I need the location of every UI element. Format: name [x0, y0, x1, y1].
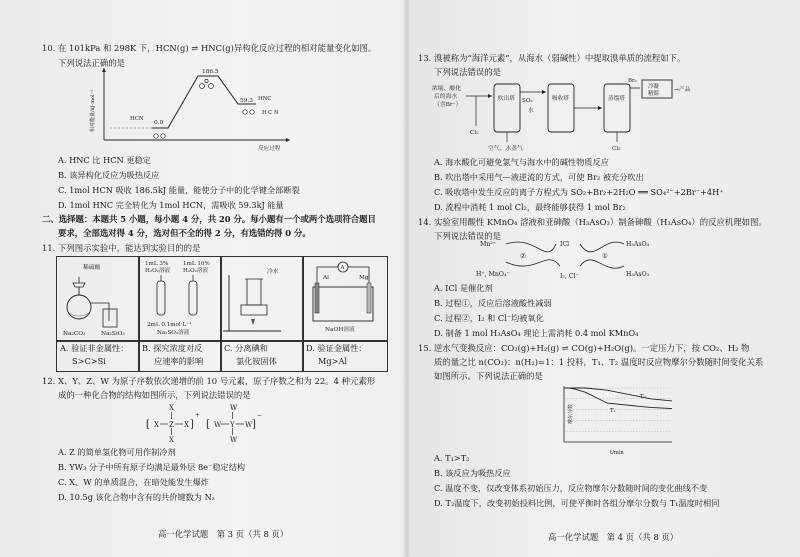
- q10-atom-h: H: [262, 110, 267, 116]
- section2-line1: 二、选择题：本题共 5 小题，每小题 4 分，共 20 分。每小题有一个或两个选项符合题目: [42, 214, 376, 224]
- q13-option-a[interactable]: A. 海水酸化可避免氯气与海水中的碱性物质反应: [434, 157, 609, 167]
- q15-x-label: t/min: [610, 450, 624, 456]
- q14-h-mno4: H⁺, MnO₄⁻: [476, 271, 510, 278]
- q15-option-b[interactable]: B. 该反应为吸热反应: [434, 468, 511, 478]
- q11-d-mg: Mg: [359, 275, 369, 281]
- q15-series-2-line: [564, 388, 672, 401]
- q10-atom-n: N: [274, 110, 279, 116]
- q12-w-top: W: [230, 404, 238, 412]
- q11-d-naoh: NaOH溶液: [325, 327, 355, 333]
- q12-y: Y: [230, 421, 235, 429]
- q12-z: Z: [169, 421, 174, 429]
- q14-i2-cl: I₂, Cl⁻: [560, 273, 579, 280]
- q14-h3aso3: H₃AsO₃: [626, 271, 650, 278]
- q11-option-c-line1[interactable]: C. 分离碘和: [224, 343, 268, 353]
- q12-option-b[interactable]: B. YW₃ 分子中所有原子均满足最外层 8e⁻稳定结构: [58, 462, 246, 472]
- q13-br2: Br₂: [628, 78, 637, 84]
- svg-text:A: A: [340, 265, 345, 271]
- q13-air: 空气、水蒸气: [488, 146, 523, 152]
- q13-box-refine: 精馏: [648, 91, 659, 97]
- q10-zero-value: 0.0: [154, 120, 164, 126]
- q11-apparatus-d: [303, 257, 385, 339]
- q11-option-c-line2[interactable]: 氯化铵固体: [236, 356, 277, 366]
- q10-prompt: 下列说法正确的是: [58, 58, 125, 68]
- q11-option-a-line2[interactable]: S>C>Si: [72, 356, 106, 366]
- q10-ts-atom-h: [205, 79, 208, 82]
- q14-step1: ①: [602, 252, 608, 260]
- q11-option-a-line1[interactable]: A. 验证非金属性：: [60, 343, 129, 353]
- q12-plus-charge: +: [195, 412, 201, 419]
- q10-y-arrow: [102, 68, 106, 72]
- q11-b-h2o2-2: H₂O₂溶液: [183, 268, 209, 274]
- q12-option-d[interactable]: D. 10.5g 该化合物中含有的共价键数为 Nₐ: [58, 492, 215, 502]
- section2-line2: 要求，全部选对得 4 分，选对但不全的得 2 分，有选错的得 0 分。: [58, 228, 311, 238]
- q13-water: 水: [528, 108, 534, 114]
- q11-apparatus-a: [57, 257, 137, 339]
- q13-option-d[interactable]: D. 流程中消耗 1 mol Cl₂，最终能够获得 1 mol Br₂: [434, 202, 626, 212]
- svg-text:]: ]: [190, 419, 194, 430]
- q10-option-b[interactable]: B. 该异构化反应为吸热反应: [58, 170, 160, 180]
- q10-x-arrow: [286, 138, 290, 142]
- svg-text:]: ]: [252, 419, 256, 430]
- q13-cl2-b: Cl₂: [612, 146, 621, 152]
- q12-x-top: X: [169, 404, 174, 412]
- q14-stem-line2: 下列说法错误的是: [434, 231, 501, 241]
- q10-stem: 10. 在 101kPa 和 298K 下，HCN(g) ⇌ HNC(g)异构化反应过程的相对能量变化如图。: [42, 43, 377, 53]
- q12-w-right: W: [245, 421, 253, 429]
- q10-hnc-atom-n: [243, 110, 247, 114]
- q12-option-c[interactable]: C. X、W 的单质混合，在暗处能发生爆炸: [58, 477, 209, 487]
- q10-ts-atom-a: [200, 84, 205, 89]
- q11-b-conc1: 1mL 3%: [145, 261, 169, 267]
- q11-option-b-line1[interactable]: B. 探究浓度对反: [142, 343, 203, 353]
- q13-product: →产品: [674, 87, 691, 93]
- q12-stem-line1: 12. X、Y、Z、W 为原子序数依次递增的前 10 号元素，原子序数之和为 22。4 种元素形: [42, 376, 376, 386]
- q15-stem-line1: 15. 逆水气变换反应：CO₂(g)+H₂(g) ⇌ CO(g)+H₂O(g)。一定压力下，按 CO₂、H₂ 物: [418, 343, 750, 353]
- q14-h3aso4: H₃AsO₄: [626, 241, 650, 248]
- q11-option-d-line1[interactable]: D. 验证金属性：: [306, 343, 367, 353]
- q13-tower2-label: 吸收塔: [552, 96, 569, 102]
- q13-so2: SO₂: [522, 98, 533, 104]
- q11-apparatus-b: [139, 257, 219, 339]
- q15-mole-fraction-chart: [548, 380, 678, 456]
- q14-step2: ②: [520, 252, 526, 260]
- q12-x-left: X: [154, 421, 159, 429]
- q13-flowchart: [430, 78, 720, 156]
- left-page-footer: 高一化学试题 第 3 页（共 8 页）: [158, 529, 289, 539]
- q13-cl2-a: Cl₂: [470, 130, 479, 136]
- q10-hnc-atom-c: [250, 110, 254, 114]
- q10-atom-c: C: [268, 110, 273, 116]
- q10-prod-value: 59.3: [240, 98, 253, 104]
- q15-stem-line2: 质的量之比 n(CO₂)：n(H₂)=1：1 投料，T₁、T₂ 温度时反应物摩尔分数随时间变化关系: [434, 357, 764, 367]
- q10-y-label: 相对能量/kJ·mol⁻¹: [90, 89, 96, 132]
- q11-c-coldwater: 冷水: [267, 269, 279, 275]
- q15-option-c[interactable]: C. 温度不变，仅改变体系初始压力，反应物摩尔分数随时间的变化曲线不变: [434, 483, 708, 493]
- q11-b-na2so3: Na₂SO₃溶液: [157, 330, 190, 336]
- q12-minus-charge: −: [257, 412, 263, 419]
- q13-feed2: 后的海水: [434, 94, 458, 100]
- q14-option-a[interactable]: A. ICl 是催化剂: [434, 283, 493, 293]
- q15-stem-line3: 如图所示。下列说法正确的是: [434, 371, 543, 381]
- q11-d-al: Al: [323, 275, 330, 281]
- q13-option-c[interactable]: C. 吸收塔中发生反应的离子方程式为 SO₂+Br₂+2H₂O ══ SO₄²⁻+2Br⁻+4H⁺: [434, 187, 724, 197]
- q15-series-1-line: [564, 388, 672, 409]
- q15-t1-label: T₁: [610, 408, 616, 414]
- q12-x-bottom: X: [169, 436, 174, 444]
- q15-y-label: 摩尔分数: [568, 403, 574, 424]
- q13-tower-distill: [604, 84, 630, 132]
- q13-tower-blowout: [494, 84, 520, 132]
- q11-option-b-line2[interactable]: 应速率的影响: [154, 356, 204, 366]
- q12-w-left: W: [214, 421, 222, 429]
- q13-tower3-label: 蒸馏塔: [608, 96, 625, 102]
- q14-cycle-diagram: [476, 236, 676, 282]
- page-fold: [404, 0, 410, 557]
- q11-b-conc2: 1mL 10%: [183, 261, 210, 267]
- svg-text:[: [: [206, 419, 210, 430]
- q13-option-b[interactable]: B. 吹出塔中采用气—液逆流的方式，可使 Br₂ 被充分吹出: [434, 172, 644, 182]
- q12-stem-line2: 成的一种化合物的结构如图所示，下列说法错误的是: [58, 390, 251, 400]
- q11-option-d-line2[interactable]: Mg>Al: [318, 356, 348, 366]
- q10-hcn-atom-c: [154, 134, 158, 138]
- q13-prompt: 下列说法错误的是: [434, 67, 501, 77]
- q12-x-right: X: [184, 421, 189, 429]
- q10-option-d[interactable]: D. 1mol HNC 完全转化为 1mol HCN，需吸收 59.3kJ 能量: [58, 200, 284, 210]
- q14-option-d[interactable]: D. 制备 1 mol H₃AsO₄ 理论上需消耗 0.4 mol KMnO₄: [434, 328, 639, 338]
- q14-icl: ICl: [560, 241, 570, 248]
- q15-t2-label: T₂: [640, 394, 646, 400]
- q11-stem: 11. 下列图示实验中，能达到实验目的的是: [42, 243, 201, 253]
- q11-a-na2co3: Na₂CO₃: [63, 331, 86, 337]
- q12-option-a[interactable]: A. Z 的简单氢化物可用作制冷剂: [58, 447, 176, 457]
- q13-feed1: 浓缩、酸化: [432, 86, 461, 92]
- q15-option-d[interactable]: D. T₂温度下，改变初始投料比例，可使平衡时各组分摩尔分数与 T₁温度时相同: [434, 498, 720, 508]
- q12-w-bottom: W: [230, 436, 238, 444]
- q10-x-label: 反应过程: [258, 146, 281, 152]
- q13-box-condense: 冷凝: [648, 84, 659, 90]
- svg-text:[: [: [146, 419, 150, 430]
- q13-feed3: （含Br⁻）: [434, 102, 462, 108]
- q11-b-h2o2-1: H₂O₂溶液: [145, 268, 171, 274]
- q13-tower1-label: 吹出塔: [498, 96, 515, 102]
- q10-ts-value: 186.5: [202, 69, 219, 75]
- q14-mn2: Mn²⁺: [480, 241, 497, 248]
- q14-stem-line1: 14. 实验室用酸性 KMnO₄ 溶液和亚砷酸（H₃AsO₃）制备砷酸（H₃AsO₄）的反应机理如图。: [418, 217, 767, 227]
- q11-a-acid: 稀硫酸: [83, 265, 101, 271]
- q10-option-c[interactable]: C. 1mol HCN 吸收 186.5kJ 能量，能使分子中的化学键全部断裂: [58, 185, 300, 195]
- q10-ts-atom-b: [209, 84, 214, 89]
- q11-b-conc3: 2mL 0.1mol·L⁻¹: [147, 322, 192, 328]
- q14-option-b[interactable]: B. 过程①，反应后溶液酸性减弱: [434, 298, 552, 308]
- right-page-footer: 高一化学试题 第 4 页（共 8 页）: [548, 532, 679, 542]
- q10-hcn-atom-n: [161, 134, 165, 138]
- q11-a-na2sio3: Na₂SiO₃: [101, 331, 125, 337]
- q15-option-a[interactable]: A. T₁>T₂: [434, 453, 470, 463]
- q13-tower-absorb: [548, 84, 574, 132]
- q12-structure: [140, 400, 290, 450]
- q14-option-c[interactable]: C. 过程②，I₂ 和 Cl⁻均被氧化: [434, 313, 544, 323]
- q10-option-a[interactable]: A. HNC 比 HCN 更稳定: [58, 155, 151, 165]
- q10-energy-diagram: [90, 62, 300, 154]
- q10-hnc-label: HNC: [258, 96, 272, 102]
- q10-hcn-label: HCN: [130, 116, 144, 122]
- q11-apparatus-c: [221, 257, 301, 339]
- q13-stem: 13. 溴被称为“海洋元素”，从海水（弱碱性）中提取溴单质的流程如下。: [418, 53, 686, 63]
